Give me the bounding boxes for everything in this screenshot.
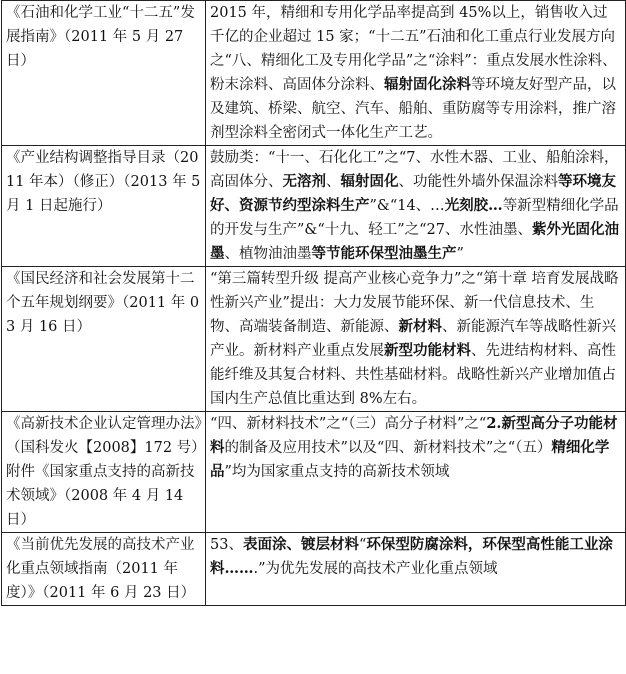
body-text: 、植物油油墨 <box>224 246 312 262</box>
policy-content-cell <box>206 533 626 606</box>
body-text: 鼓励类：“十一、石化化工”之“7、水性木器、工业、船舶涂料，高固体分、 <box>210 150 619 190</box>
body-text: ”均为国家重点支持的高新技术领域 <box>224 464 450 480</box>
body-text: “第三篇转型升级 提高产业核心竞争力”之“第十章 培育发展战略性新兴产业”提出：大力发展节能环保、新一代信息技术、生物、高端装备制造、新能源、 <box>210 271 619 335</box>
emphasized-text: 环保型防腐涂料，环保型高性能工业涂料…… <box>210 536 613 577</box>
body-text: 、先进结构材料、高性能纤维及其复合材料、共性基础材料。战略性新兴产业增加值占国内生产总值比重达到 8%左右。 <box>210 343 616 407</box>
emphasized-text: 无溶剂 <box>282 173 326 190</box>
body-text: 53、 <box>210 537 243 553</box>
emphasized-text: 紫外光固化油墨 <box>210 221 620 262</box>
emphasized-text: 辐射固化涂料 <box>384 76 471 93</box>
policy-row <box>2 267 626 412</box>
policy-table-body <box>2 1 626 606</box>
policy-row <box>2 412 626 533</box>
body-text: 、新能源汽车等战略性新兴产业。新材料产业重点发展 <box>210 319 616 359</box>
policy-table <box>1 0 626 606</box>
policy-content-cell <box>206 267 626 412</box>
policy-name-cell: 《产业结构调整指导目录（2011 年本）（修正）（2013 年 5 月 1 日起施行） <box>2 146 206 267</box>
body-text: ” <box>456 246 464 262</box>
body-text: “ <box>358 537 367 553</box>
body-text: 、功能性外墙外保温涂料 <box>398 174 558 190</box>
policy-name-cell: 《高新技术企业认定管理办法》（国科发火【2008】172 号）附件《国家重点支持的高新技术领域》（2008 年 4 月 14 日） <box>2 412 206 533</box>
body-text: .”为优先发展的高技术产业化重点领域 <box>253 561 498 577</box>
body-text: 等新型精细化学品的开发与生产”&“十九、轻工”之“27、水性油墨、 <box>210 198 619 238</box>
policy-content-cell <box>206 146 626 267</box>
policy-name-cell: 《当前优先发展的高技术产业化重点领域指南（2011 年度）》（2011 年 6 月 23 日） <box>2 533 206 606</box>
policy-row <box>2 1 626 146</box>
policy-content-cell <box>206 412 626 533</box>
policy-name-cell: 《石油和化学工业“十二五”发展指南》（2011 年 5 月 27 日） <box>2 1 206 146</box>
emphasized-text: 光刻胶… <box>444 197 503 214</box>
body-text: 的制备及应用技术”以及“四、新材料技术”之“（五） <box>224 440 552 456</box>
emphasized-text: 等环境友好、资源节约型涂料生产 <box>210 173 616 214</box>
emphasized-text: 2.新型高分子功能材料 <box>210 415 618 456</box>
emphasized-text: 表面涂、镀层材料 <box>242 536 359 553</box>
body-text: 等环境友好型产品，以及建筑、桥梁、航空、汽车、船舶、重防腐等专用涂料，推广溶剂型涂料全密闭式一体化生产工艺。 <box>210 77 616 141</box>
policy-row <box>2 533 626 606</box>
emphasized-text: 辐射固化 <box>340 173 399 190</box>
body-text: 、 <box>326 174 341 190</box>
emphasized-text: 新型功能材料 <box>384 342 471 359</box>
policy-content-cell <box>206 1 626 146</box>
policy-name-cell: 《国民经济和社会发展第十二个五年规划纲要》（2011 年 03 月 16 日） <box>2 267 206 412</box>
emphasized-text: 精细化学品 <box>210 439 610 480</box>
body-text: 2015 年，精细和专用化学品率提高到 45%以上，销售收入过千亿的企业超过 15 家；“十二五”石油和化工重点行业发展方向之“八、精细化工及专用化学品”之“涂料”：重点发展水性涂料、粉末涂料、高固体分涂料、 <box>210 5 617 93</box>
body-text: “四、新材料技术”之“（三）高分子材料”之“ <box>210 416 487 432</box>
emphasized-text: 等节能环保型油墨生产 <box>311 245 457 262</box>
body-text: ”&“14、… <box>369 198 445 214</box>
policy-row <box>2 146 626 267</box>
emphasized-text: 新材料 <box>398 318 442 335</box>
